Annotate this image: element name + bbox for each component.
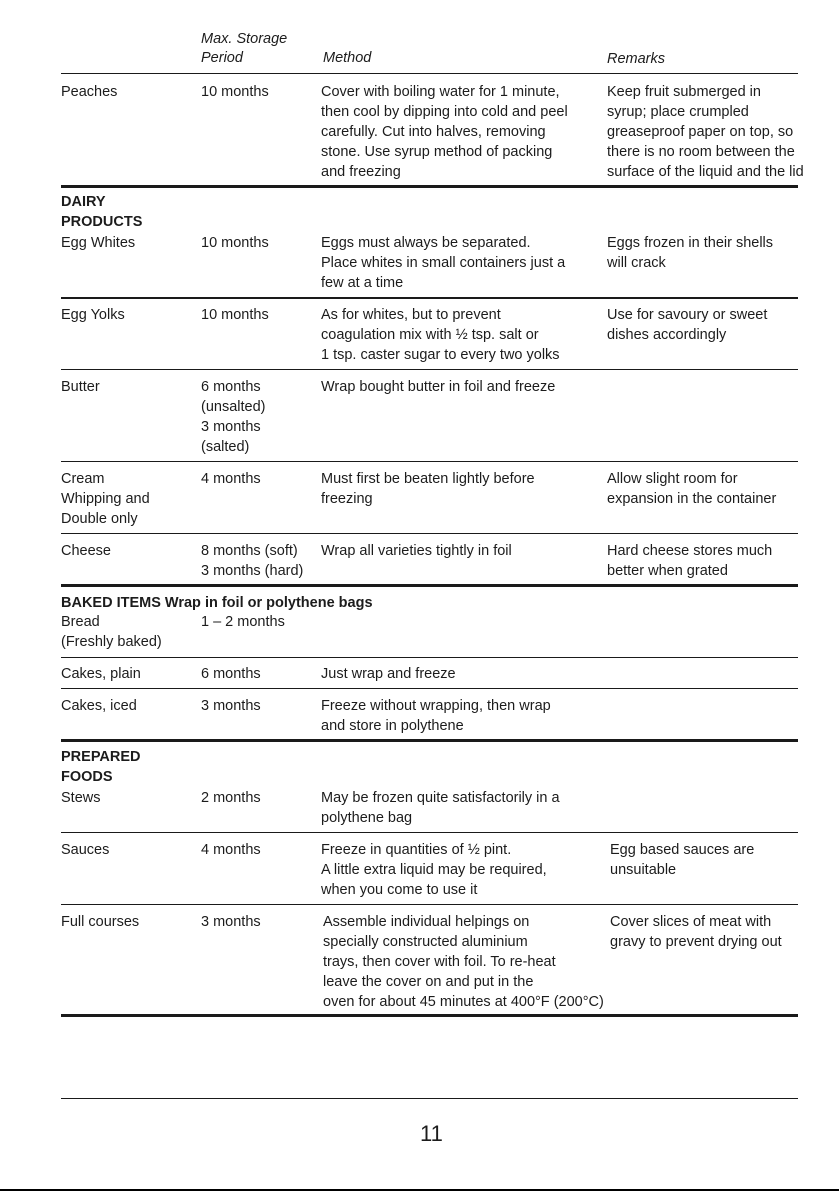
rule-cakes-plain [61,688,798,689]
method-stews-1: May be frozen quite satisfactorily in a [321,790,560,806]
method-full-courses-1: Assemble individual helpings on [323,914,530,930]
item-bread-1: Bread [61,614,100,630]
method-cream-2: freezing [321,491,373,507]
period-butter-1: 6 months [201,379,261,395]
method-egg-yolks-3: 1 tsp. caster sugar to every two yolks [321,347,560,363]
item-egg-yolks: Egg Yolks [61,307,125,323]
method-full-courses-2: specially constructed aluminium [323,934,528,950]
section-dairy-1: DAIRY [61,194,106,210]
section-baked-items: BAKED ITEMS Wrap in foil or polythene bags [61,595,373,611]
remarks-cheese-2: better when grated [607,563,728,579]
item-full-courses: Full courses [61,914,140,930]
remarks-egg-whites-1: Eggs frozen in their shells [607,235,774,251]
method-cheese: Wrap all varieties tightly in foil [321,543,512,559]
item-peaches: Peaches [61,84,118,100]
method-egg-whites-3: few at a time [321,275,404,291]
remarks-peaches-4: there is no room between the [607,144,795,160]
period-butter-2: (unsalted) [201,399,266,415]
item-stews: Stews [61,790,101,806]
period-cakes-plain: 6 months [201,666,261,682]
section-prepared-1: PREPARED [61,749,141,765]
header-remarks: Remarks [607,51,666,67]
method-full-courses-4: leave the cover on and put in the [323,974,534,990]
remarks-peaches-5: surface of the liquid and the lid [607,164,804,180]
method-egg-whites-1: Eggs must always be separated. [321,235,531,251]
remarks-peaches-1: Keep fruit submerged in [607,84,761,100]
method-butter: Wrap bought butter in foil and freeze [321,379,556,395]
method-peaches-5: and freezing [321,164,401,180]
period-cheese-2: 3 months (hard) [201,563,304,579]
period-cream: 4 months [201,471,261,487]
item-cream-2: Whipping and [61,491,150,507]
period-butter-4: (salted) [201,439,250,455]
rule-cream [61,533,798,534]
method-sauces-3: when you come to use it [321,882,478,898]
remarks-peaches-2: syrup; place crumpled [607,104,749,120]
method-full-courses-3: trays, then cover with foil. To re-heat [323,954,556,970]
remarks-full-courses-1: Cover slices of meat with [610,914,772,930]
rule-cakes-iced [61,739,798,742]
remarks-full-courses-2: gravy to prevent drying out [610,934,782,950]
method-cakes-iced-2: and store in polythene [321,718,464,734]
method-peaches-2: then cool by dipping into cold and peel [321,104,568,120]
method-cream-1: Must first be beaten lightly before [321,471,535,487]
page-number: 11 [420,1121,443,1146]
rule-header [61,73,798,74]
period-full-courses: 3 months [201,914,261,930]
period-egg-whites: 10 months [201,235,269,251]
remarks-cream-2: expansion in the container [607,491,777,507]
rule-footer [61,1098,798,1099]
item-cream-3: Double only [61,511,138,527]
rule-butter [61,461,798,462]
period-cheese-1: 8 months (soft) [201,543,298,559]
remarks-cream-1: Allow slight room for [607,471,738,487]
item-cream-1: Cream [61,471,105,487]
rule-bread [61,657,798,658]
method-cakes-iced-1: Freeze without wrapping, then wrap [321,698,551,714]
remarks-peaches-3: greaseproof paper on top, so [607,124,794,140]
header-method: Method [323,50,372,66]
remarks-egg-whites-2: will crack [607,255,666,271]
remarks-egg-yolks-2: dishes accordingly [607,327,727,343]
method-cakes-plain: Just wrap and freeze [321,666,456,682]
period-peaches: 10 months [201,84,269,100]
method-stews-2: polythene bag [321,810,413,826]
period-sauces: 4 months [201,842,261,858]
remarks-egg-yolks-1: Use for savoury or sweet [607,307,768,323]
period-stews: 2 months [201,790,261,806]
period-butter-3: 3 months [201,419,261,435]
item-cakes-iced: Cakes, iced [61,698,137,714]
section-dairy-2: PRODUCTS [61,214,143,230]
rule-peaches [61,185,798,188]
method-full-courses-5: oven for about 45 minutes at 400°F (200°C) [323,994,604,1010]
method-sauces-2: A little extra liquid may be required, [321,862,547,878]
rule-full-courses [61,1014,798,1017]
item-egg-whites: Egg Whites [61,235,136,251]
item-bread-2: (Freshly baked) [61,634,162,650]
rule-cheese [61,584,798,587]
item-sauces: Sauces [61,842,110,858]
method-egg-yolks-2: coagulation mix with ½ tsp. salt or [321,327,539,343]
period-egg-yolks: 10 months [201,307,269,323]
period-cakes-iced: 3 months [201,698,261,714]
rule-sauces [61,904,798,905]
period-bread: 1 – 2 months [201,614,285,630]
section-prepared-2: FOODS [61,769,113,785]
method-peaches-4: stone. Use syrup method of packing [321,144,553,160]
rule-egg-whites [61,297,798,299]
method-sauces-1: Freeze in quantities of ½ pint. [321,842,512,858]
method-peaches-3: carefully. Cut into halves, removing [321,124,546,140]
item-cheese: Cheese [61,543,111,559]
rule-egg-yolks [61,369,798,370]
item-cakes-plain: Cakes, plain [61,666,141,682]
method-peaches-1: Cover with boiling water for 1 minute, [321,84,560,100]
remarks-sauces-2: unsuitable [610,862,677,878]
remarks-sauces-1: Egg based sauces are [610,842,755,858]
remarks-cheese-1: Hard cheese stores much [607,543,773,559]
method-egg-yolks-1: As for whites, but to prevent [321,307,501,323]
method-egg-whites-2: Place whites in small containers just a [321,255,566,271]
rule-stews [61,832,798,833]
header-storage-line1: Max. Storage [201,31,288,47]
header-storage-line2: Period [201,50,243,66]
item-butter: Butter [61,379,100,395]
